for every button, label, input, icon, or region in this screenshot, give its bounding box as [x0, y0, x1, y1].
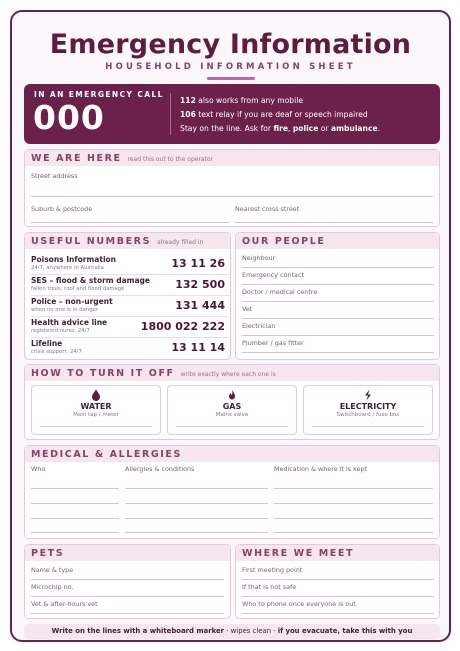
neighbour-label: Neighbour: [242, 254, 276, 262]
neighbour-line[interactable]: [242, 267, 434, 268]
medication-line[interactable]: [274, 488, 433, 489]
mobile-line: 112 also works from any mobile: [180, 96, 304, 105]
emergency-details: [180, 94, 380, 136]
who-to-phone-line[interactable]: [242, 613, 434, 614]
street-address-label: Street address: [31, 172, 78, 180]
street-address-line[interactable]: [31, 196, 433, 197]
emergency-contact-label: Emergency contact: [242, 271, 304, 279]
who-column-header: Who: [31, 465, 46, 473]
turn-it-off-card: [24, 364, 440, 440]
suburb-postcode-label: Suburb & postcode: [31, 205, 93, 213]
water-location-line[interactable]: [40, 426, 152, 427]
water-drop-icon: [89, 389, 103, 401]
electricity-utility-box: ELECTRICITY Switchboard / fuse box: [303, 385, 433, 435]
medication-line[interactable]: [274, 518, 433, 519]
card-title: WHERE WE MEET: [242, 548, 355, 559]
doctor-label: Doctor / medical centre: [242, 288, 318, 296]
who-line[interactable]: [31, 532, 119, 533]
phone-number: 132 500: [175, 278, 225, 291]
who-line[interactable]: [31, 503, 119, 504]
phone-number: 1800 022 222: [140, 320, 225, 333]
pet-vet-line[interactable]: [31, 613, 224, 614]
number-row: Poisons Information 24/7, anywhere in Australia 13 11 26: [31, 255, 229, 275]
doctor-line[interactable]: [242, 301, 434, 302]
first-meeting-point-label: First meeting point: [242, 566, 303, 574]
pet-vet-label: Vet & after-hours vet: [31, 600, 98, 608]
allergies-line[interactable]: [125, 532, 268, 533]
who-to-phone-label: Who to phone once everyone is out: [242, 600, 356, 608]
card-title: USEFUL NUMBERS already filled in: [31, 236, 204, 247]
pet-name-line[interactable]: [31, 579, 224, 580]
emergency-contact-line[interactable]: [242, 284, 434, 285]
vet-label: Vet: [242, 305, 253, 313]
our-people-card: [235, 232, 440, 360]
cross-street-label: Nearest cross street: [235, 205, 300, 213]
card-title: PETS: [31, 548, 65, 559]
stay-on-line: Stay on the line. Ask for fire, police or ambulance.: [180, 124, 381, 133]
card-title: WE ARE HERE read this out to the operator: [31, 153, 214, 164]
lightning-icon: [361, 389, 375, 401]
medication-line[interactable]: [274, 532, 433, 533]
pet-name-label: Name & type: [31, 566, 74, 574]
phone-number: 13 11 26: [171, 257, 225, 270]
pets-card: [24, 544, 231, 619]
banner-divider: [170, 93, 171, 135]
backup-meeting-point-label: If that is not safe: [242, 583, 297, 591]
phone-number: 131 444: [175, 299, 225, 312]
medical-allergies-card: [24, 445, 440, 539]
allergies-line[interactable]: [125, 518, 268, 519]
useful-numbers-card: [24, 232, 231, 360]
gas-utility-box: GAS Mains valve: [167, 385, 297, 435]
number-row: Police – non-urgent when no one is in danger 131 444: [31, 297, 229, 317]
medication-column-header: Medication & where it is kept: [274, 465, 368, 473]
electricity-location-line[interactable]: [312, 426, 424, 427]
card-title: MEDICAL & ALLERGIES: [31, 449, 182, 460]
plumber-label: Plumber / gas fitter: [242, 339, 304, 347]
flame-icon: [225, 389, 239, 401]
who-line[interactable]: [31, 488, 119, 489]
card-title: OUR PEOPLE: [242, 236, 326, 247]
where-we-meet-card: [235, 544, 440, 619]
text-relay-line: 106 text relay if you are deaf or speech impaired: [180, 110, 368, 119]
phone-number: 13 11 14: [171, 341, 225, 354]
title-underline: [207, 77, 255, 80]
vet-line[interactable]: [242, 318, 434, 319]
we-are-here-card: [24, 149, 440, 227]
emergency-sheet: [10, 10, 451, 642]
backup-meeting-point-line[interactable]: [242, 596, 434, 597]
who-line[interactable]: [31, 518, 119, 519]
number-row: SES – flood & storm damage fallen trees, roof and flood damage 132 500: [31, 276, 229, 296]
card-title: HOW TO TURN IT OFF write exactly where each one is: [31, 368, 276, 379]
gas-location-line[interactable]: [176, 426, 288, 427]
emergency-call-banner: [24, 84, 440, 144]
electrician-label: Electrician: [242, 322, 276, 330]
allergies-line[interactable]: [125, 503, 268, 504]
footer-note: Write on the lines with a whiteboard marker · wipes clean · if you evacuate, take this with you: [24, 624, 440, 639]
emergency-call-label: IN AN EMERGENCY CALL: [34, 90, 164, 99]
water-utility-box: WATER Main tap / meter: [31, 385, 161, 435]
number-row: Health advice line registered nurse, 24/7 1800 022 222: [31, 318, 229, 338]
microchip-line[interactable]: [31, 596, 224, 597]
page-subtitle: HOUSEHOLD INFORMATION SHEET: [105, 62, 356, 72]
number-row: Lifeline crisis support, 24/7 13 11 14: [31, 339, 225, 355]
page-title: Emergency Information: [49, 29, 412, 60]
electrician-line[interactable]: [242, 335, 434, 336]
plumber-line[interactable]: [242, 352, 434, 353]
emergency-number: 000: [33, 98, 105, 137]
suburb-postcode-line[interactable]: [31, 222, 229, 223]
cross-street-line[interactable]: [235, 222, 433, 223]
first-meeting-point-line[interactable]: [242, 579, 434, 580]
allergies-column-header: Allergies & conditions: [125, 465, 195, 473]
microchip-label: Microchip no.: [31, 583, 74, 591]
medication-line[interactable]: [274, 503, 433, 504]
allergies-line[interactable]: [125, 488, 268, 489]
